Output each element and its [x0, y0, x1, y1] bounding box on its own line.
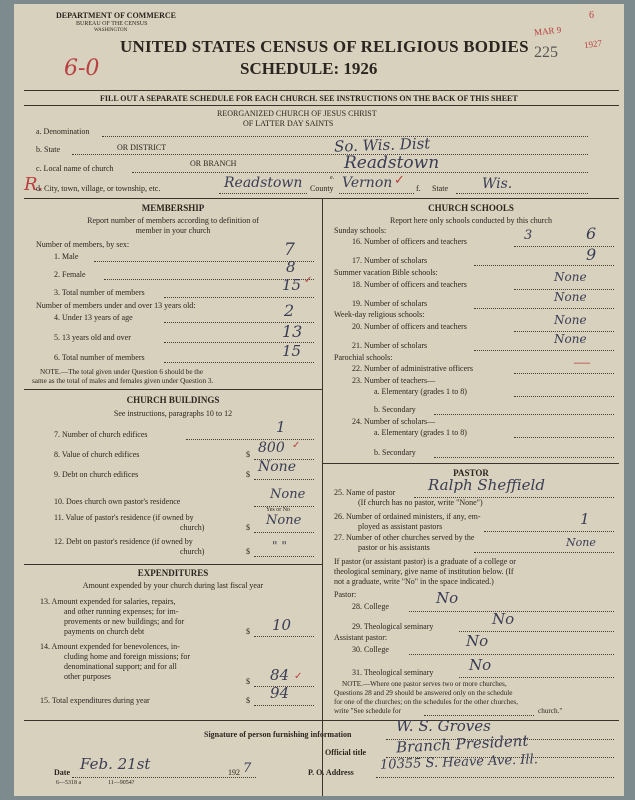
q14-line-c: denominational support; and for all: [64, 662, 177, 671]
schools-title: CHURCH SCHOOLS: [428, 203, 514, 213]
membership-sub2: member in your church: [135, 226, 211, 235]
denomination-printed-1: REORGANIZED CHURCH OF JESUS CHRIST: [217, 109, 377, 118]
q2-label: 2. Female: [54, 270, 86, 279]
q29-label: 29. Theological seminary: [352, 622, 434, 631]
q1-label: 1. Male: [54, 252, 79, 261]
district-printed: OR DISTRICT: [117, 143, 167, 152]
q3-label: 3. Total number of members: [54, 288, 145, 297]
q9-label: 9. Debt on church edifices: [54, 470, 139, 479]
q8-dollar: $: [246, 450, 250, 459]
q12-label-a: 12. Debt on pastor's residence (if owned by: [54, 537, 193, 546]
q2-value: 8: [286, 258, 296, 276]
q13-line-c: provements or new buildings; and for: [64, 617, 185, 626]
q14-value: 84: [270, 666, 290, 684]
q14-line-a: 14. Amount expended for benevolences, in-: [40, 642, 180, 651]
q16-value-a: 3: [524, 228, 533, 243]
e-label: e.: [330, 175, 335, 181]
q22-dash: —: [574, 354, 590, 371]
q12-label-b: church): [180, 547, 205, 556]
state-value: Wis.: [482, 176, 513, 192]
local-name-value: Readstown: [344, 153, 440, 173]
po-address-value: 10355 S. Heave Ave. Ill.: [379, 752, 539, 773]
form-number: 6—5318 a: [56, 780, 82, 786]
q19-value: None: [554, 290, 587, 304]
q10-value: None: [270, 487, 306, 502]
sunday-label: Sunday schools:: [334, 226, 387, 235]
q28-label: 28. College: [352, 602, 389, 611]
q26-label-a: 26. Number of ordained ministers, if any, em-: [334, 512, 481, 521]
membership-sub1: Report number of members according to definition of: [87, 216, 259, 225]
parochial-label: Parochial schools:: [334, 353, 393, 362]
official-title-label: Official title: [325, 748, 367, 757]
grad-note-3: not a graduate, write "No" in the space indicated.): [334, 577, 494, 586]
grad-note-2: theological seminary, give name of institution below. (If: [334, 567, 514, 576]
denomination-printed-2: OF LATTER DAY SAINTS: [243, 119, 334, 128]
date-label: Date: [54, 768, 70, 777]
q26-value: 1: [580, 510, 590, 528]
q4-label: 4. Under 13 years of age: [54, 313, 133, 322]
state-label: b. State: [36, 145, 60, 154]
stamp-number: 225: [534, 44, 558, 61]
membership-note1: NOTE.—The total given under Question 6 should be the: [40, 368, 204, 376]
membership-note2: same as the total of males and females given under Question 3.: [32, 377, 214, 385]
q8-label: 8. Value of church edifices: [54, 450, 140, 459]
q4-value: 2: [284, 301, 295, 320]
schedule-title: SCHEDULE: 1926: [240, 59, 378, 78]
summer-label: Summer vacation Bible schools:: [334, 268, 438, 277]
grad-note-1: If pastor (or assistant pastor) is a graduate of a college or: [334, 557, 516, 566]
q13-line-b: and other running expenses; for im-: [64, 607, 179, 616]
q13-value: 10: [272, 616, 292, 634]
pastor-label: Pastor:: [334, 590, 357, 599]
q13-line-a: 13. Amount expended for salaries, repairs,: [40, 597, 176, 606]
q11-label-a: 11. Value of pastor's residence (if owned by: [54, 513, 194, 522]
q14-line-b: cluding home and foreign missions; for: [64, 652, 190, 661]
local-name-label: c. Local name of church: [36, 164, 114, 173]
q15-label: 15. Total expenditures during year: [40, 696, 150, 705]
q27-label-a: 27. Number of other churches served by the: [334, 533, 475, 542]
county-label: County: [310, 184, 334, 193]
date-value: Feb. 21st: [80, 755, 151, 773]
yesno-note: Yes or No: [266, 507, 291, 513]
q5-label: 5. 13 years old and over: [54, 333, 131, 342]
q18-label: 18. Number of officers and teachers: [352, 280, 467, 289]
q31-value: No: [469, 656, 492, 674]
q14-line-d: other purposes: [64, 672, 111, 681]
q15-dollar: $: [246, 696, 250, 705]
q3-value: 15: [282, 276, 302, 294]
signature-value: W. S. Groves: [396, 717, 491, 735]
expenditures-title: EXPENDITURES: [137, 568, 209, 578]
city-heading: WASHINGTON: [94, 28, 128, 33]
q8-value: 800: [258, 440, 285, 456]
q25-sub: (If church has no pastor, write "None"): [358, 498, 483, 507]
q30-value: No: [466, 632, 489, 650]
year-printed: 192: [228, 768, 240, 777]
received-stamp-date: MAR 9: [533, 24, 562, 38]
branch-printed: OR BRANCH: [190, 159, 237, 168]
year-hand: 7: [243, 761, 252, 776]
pastor-note-5: church.": [538, 707, 563, 715]
q13-dollar: $: [246, 627, 250, 636]
q11-dollar: $: [246, 523, 250, 532]
q21-label: 21. Number of scholars: [352, 341, 428, 350]
pastor-note-1: NOTE.—Where one pastor serves two or more churches,: [342, 680, 507, 688]
q16-label: 16. Number of officers and teachers: [352, 237, 467, 246]
county-value: Vernon: [342, 175, 393, 191]
q30-label: 30. College: [352, 645, 389, 654]
q1-value: 7: [284, 240, 295, 260]
q21-value: None: [554, 332, 587, 346]
pastor-name-value: Ralph Sheffield: [428, 476, 545, 494]
q23b-label: b. Secondary: [374, 405, 416, 414]
district-value: So. Wis. Dist: [333, 134, 431, 156]
age-label: Number of members under and over 13 years old:: [36, 301, 196, 310]
q10-label: 10. Does church own pastor's residence: [54, 497, 181, 506]
weekday-label: Week-day religious schools:: [334, 310, 425, 319]
pastor-note-3: for one of the churches; on the schedules for the other churches,: [334, 698, 519, 706]
bureau-heading: BUREAU OF THE CENSUS: [76, 21, 148, 27]
received-stamp-year: 1927: [583, 37, 603, 51]
q11-label-b: church): [180, 523, 205, 532]
q5-value: 13: [282, 322, 303, 341]
q25-label: 25. Name of pastor: [334, 488, 396, 497]
assistant-label: Assistant pastor:: [334, 633, 388, 642]
membership-title: MEMBERSHIP: [141, 203, 205, 213]
q17-value: 9: [586, 245, 597, 264]
check-mark: ✓: [394, 172, 405, 187]
q7-value: 1: [276, 418, 286, 436]
q7-label: 7. Number of church edifices: [54, 430, 148, 439]
schools-sub: Report here only schools conducted by this church: [390, 216, 552, 225]
census-schedule-sheet: [14, 4, 624, 796]
official-title-value: Branch President: [395, 731, 529, 757]
q12-value: " ": [272, 539, 287, 553]
q24-label: 24. Number of scholars—: [352, 417, 436, 426]
signature-label: Signature of person furnishing information: [204, 730, 352, 739]
q9-value: None: [258, 459, 296, 475]
r-mark: R.: [24, 174, 44, 195]
q18-value: None: [554, 270, 587, 284]
state-label-2: State: [432, 184, 448, 193]
q6-label: 6. Total number of members: [54, 353, 145, 362]
q23a-label: a. Elementary (grades 1 to 8): [374, 387, 467, 396]
q27-value: None: [566, 536, 596, 549]
city-label: d. City, town, village, or township, etc.: [36, 184, 161, 193]
pastor-note-4: write "See schedule for: [334, 707, 401, 715]
denomination-label: a. Denomination: [36, 127, 90, 136]
q24a-label: a. Elementary (grades 1 to 8): [374, 428, 467, 437]
check-q14: ✓: [294, 671, 303, 682]
q11-value: None: [266, 513, 302, 528]
dept-heading: DEPARTMENT OF COMMERCE: [56, 11, 177, 20]
q29-value: No: [492, 610, 515, 628]
buildings-title: CHURCH BUILDINGS: [126, 395, 220, 405]
q14-dollar: $: [246, 677, 250, 686]
q12-dollar: $: [246, 547, 250, 556]
q23-label: 23. Number of teachers—: [352, 376, 436, 385]
q13-line-d: payments on church debt: [64, 627, 145, 636]
q6-value: 15: [282, 342, 302, 360]
q20-label: 20. Number of officers and teachers: [352, 322, 467, 331]
q15-value: 94: [270, 684, 290, 702]
q20-value: None: [554, 313, 587, 327]
q22-label: 22. Number of administrative officers: [352, 364, 473, 373]
f-label: f.: [416, 184, 421, 193]
instruction-line: FILL OUT A SEPARATE SCHEDULE FOR EACH CHURCH. SEE INSTRUCTIONS ON THE BACK OF THIS SHEET: [100, 94, 518, 103]
q17-label: 17. Number of scholars: [352, 256, 428, 265]
page-title: UNITED STATES CENSUS OF RELIGIOUS BODIES: [120, 37, 529, 56]
expenditures-sub: Amount expended by your church during last fiscal year: [82, 581, 264, 590]
pastor-note-2: Questions 28 and 29 should be answered only on the schedule: [334, 689, 513, 697]
q16-value: 6: [586, 224, 597, 243]
check-q3: ✓: [304, 275, 313, 286]
q9-dollar: $: [246, 470, 250, 479]
city-value: Readstown: [224, 175, 303, 191]
check-q8: ✓: [292, 440, 301, 451]
buildings-sub: See instructions, paragraphs 10 to 12: [113, 409, 233, 418]
q31-label: 31. Theological seminary: [352, 668, 434, 677]
corner-mark: 6: [589, 10, 594, 21]
q27-label-b: pastor or his assistants: [358, 543, 430, 552]
bysex-label: Number of members, by sex:: [36, 240, 130, 249]
po-address-label: P. O. Address: [308, 768, 354, 777]
q19-label: 19. Number of scholars: [352, 299, 428, 308]
q28-value: No: [436, 589, 459, 607]
pastor-title: PASTOR: [453, 468, 489, 478]
q24b-label: b. Secondary: [374, 448, 416, 457]
q26-label-b: ployed as assistant pastors: [358, 522, 443, 531]
handwritten-code: 6-0: [64, 56, 100, 81]
print-number: 11—9054?: [108, 780, 135, 786]
